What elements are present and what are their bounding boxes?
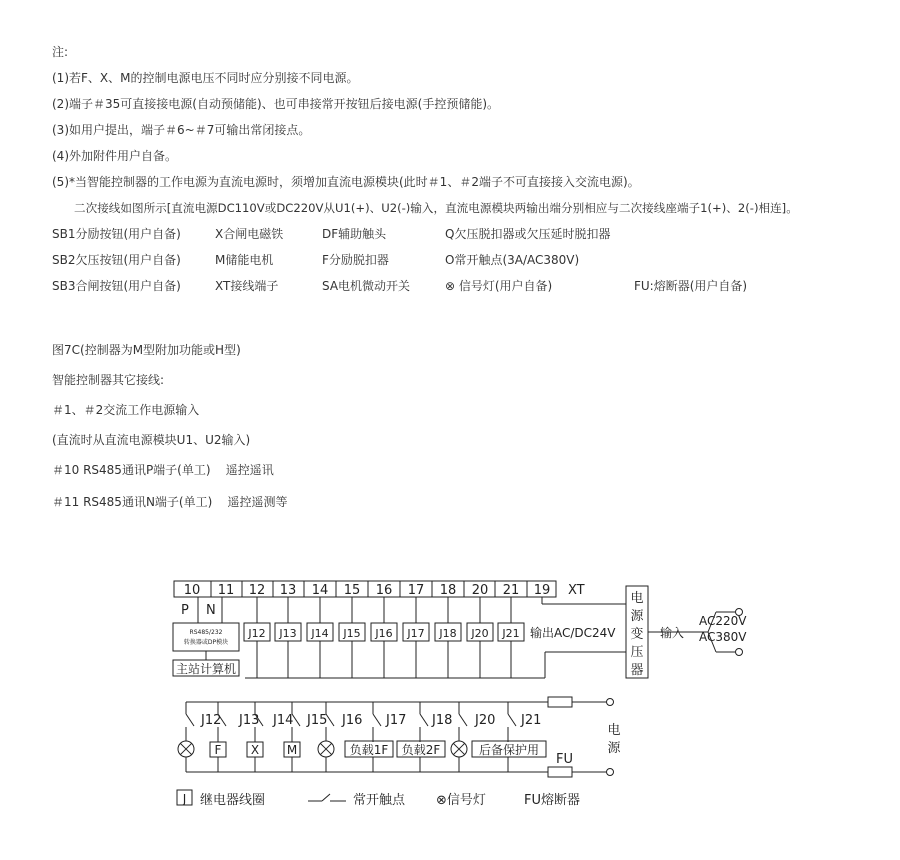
contact-label-j16: J16: [342, 713, 363, 728]
terminal-13: 13: [279, 583, 297, 598]
terminal-17: 17: [407, 583, 425, 598]
relay-j18-label: J18: [439, 627, 457, 640]
legend-r2c4: O常开触点(3A/AC380V): [445, 253, 580, 267]
contact-label-j21: J21: [521, 713, 542, 728]
svg-text:源: 源: [630, 609, 644, 624]
host-label: 主站计算机: [175, 662, 237, 676]
load-1f-label: 负载1F: [349, 743, 389, 757]
terminal-20: 20: [471, 583, 489, 598]
load-f-label: F: [214, 743, 222, 757]
relay-j21-label: J21: [502, 627, 520, 640]
ac-input-terminal-bottom: [736, 649, 743, 656]
power-terminal-bottom: [607, 769, 614, 776]
caption-line-2: ＃1、＃2交流工作电源输入: [52, 403, 200, 417]
load-2f-label: 负载2F: [401, 743, 441, 757]
svg-text:器: 器: [630, 663, 644, 678]
legend-r3c2: XT接线端子: [215, 279, 279, 293]
contact-label-j20: J20: [475, 713, 496, 728]
contact-label-j14: J14: [273, 713, 294, 728]
contact-label-j15: J15: [307, 713, 328, 728]
fuse-bottom: [548, 767, 572, 777]
terminal-12: 12: [248, 583, 266, 598]
terminal-10: 10: [183, 583, 201, 598]
ac-label-1: AC220V: [699, 614, 747, 628]
legend-r1c1: SB1分励按钮(用户自备): [52, 227, 181, 241]
svg-text:变: 变: [630, 627, 644, 642]
contact-label-j12: J12: [201, 713, 222, 728]
power-terminal-top: [607, 699, 614, 706]
n-label: N: [206, 603, 216, 618]
legend-r2c2: M储能电机: [215, 253, 274, 267]
fu-label: FU: [556, 752, 573, 767]
legend-r1c3: DF辅助触头: [322, 227, 387, 241]
figure-title: 图7C(控制器为M型附加功能或H型): [52, 343, 241, 357]
converter-line-1: RS485/232: [189, 629, 223, 636]
contact-label-j18: J18: [432, 713, 453, 728]
svg-text:源: 源: [607, 741, 621, 756]
terminal-14: 14: [311, 583, 329, 598]
relay-j13-label: J13: [279, 627, 297, 640]
fuse-top: [548, 697, 572, 707]
contact-label-j17: J17: [386, 713, 407, 728]
caption-line-4: ＃10 RS485通讯P端子(单工) 遥控遥讯: [52, 463, 274, 477]
relay-j17-label: J17: [407, 627, 425, 640]
terminal-16: 16: [375, 583, 393, 598]
note-3: (3)如用户提出，端子＃6~＃7可输出常闭接点。: [52, 123, 311, 137]
legend-fuse-text: FU熔断器: [524, 793, 580, 808]
legend-lamp-text: ⊗信号灯: [436, 793, 486, 808]
p-label: P: [181, 603, 189, 618]
svg-text:电: 电: [630, 591, 644, 606]
caption-line-5: ＃11 RS485通讯N端子(单工) 遥控遥测等: [52, 495, 288, 509]
terminal-19: 19: [533, 583, 551, 598]
transformer-label: [630, 590, 644, 678]
relay-j15-label: J15: [343, 627, 361, 640]
legend-r1c4: Q欠压脱扣器或欠压延时脱扣器: [445, 227, 611, 241]
xt-label: XT: [568, 583, 585, 598]
svg-text:压: 压: [630, 645, 644, 660]
ac-label-2: AC380V: [699, 630, 747, 644]
legend-relay-symbol: J: [182, 792, 187, 806]
converter-line-2: 转换器或DP模块: [183, 639, 229, 646]
rs485-converter: [173, 623, 239, 651]
legend-r2c1: SB2欠压按钮(用户自备): [52, 253, 181, 267]
load-m-label: M: [286, 743, 298, 757]
terminal-21: 21: [502, 583, 520, 598]
note-2: (2)端子＃35可直接接电源(自动预储能)、也可串接常开按钮后接电源(手控预储能)。: [52, 97, 499, 111]
output-label: 输出AC/DC24V: [530, 626, 616, 640]
relay-j16-label: J16: [375, 627, 393, 640]
legend-contact-text: 常开触点: [353, 793, 406, 808]
load-x-label: X: [250, 743, 260, 757]
legend-r3c4: ⊗ 信号灯(用户自备): [445, 279, 553, 293]
note-5: (5)*当智能控制器的工作电源为直流电源时，须增加直流电源模块(此时＃1、＃2端子不可直接接入交流电源)。: [52, 175, 640, 189]
note-1: (1)若F、X、M的控制电源电压不同时应分别接不同电源。: [52, 71, 359, 85]
legend-r2c3: F分励脱扣器: [322, 253, 389, 267]
input-label: 输入: [660, 626, 685, 640]
relay-j12-label: J12: [248, 627, 266, 640]
note-4: (4)外加附件用户自备。: [52, 149, 177, 163]
notes-heading: 注:: [52, 45, 69, 59]
power-label: [607, 722, 621, 756]
contact-label-j13: J13: [239, 713, 260, 728]
caption-line-3: (直流时从直流电源模块U1、U2输入): [52, 433, 251, 447]
terminal-18: 18: [439, 583, 457, 598]
terminal-11: 11: [217, 583, 235, 598]
legend-relay-text: 继电器线圈: [200, 793, 266, 808]
svg-text:电: 电: [607, 723, 621, 738]
load-backup-label: 后备保护用: [478, 743, 540, 757]
legend-r1c2: X合闸电磁铁: [215, 227, 284, 241]
relay-j14-label: J14: [311, 627, 329, 640]
legend-r3c3: SA电机微动开关: [322, 279, 411, 293]
note-6: 二次接线如图所示[直流电源DC110V或DC220V从U1(+)、U2(-)输入，直流电源模块两输出端分别相应与二次接线座端子1(+)、2(-)相连]。: [74, 201, 798, 215]
caption-line-1: 智能控制器其它接线:: [52, 373, 165, 387]
terminal-15: 15: [343, 583, 361, 598]
legend-r3c5: FU:熔断器(用户自备): [634, 279, 748, 293]
relay-j20-label: J20: [471, 627, 489, 640]
legend-r3c1: SB3合闸按钮(用户自备): [52, 279, 181, 293]
